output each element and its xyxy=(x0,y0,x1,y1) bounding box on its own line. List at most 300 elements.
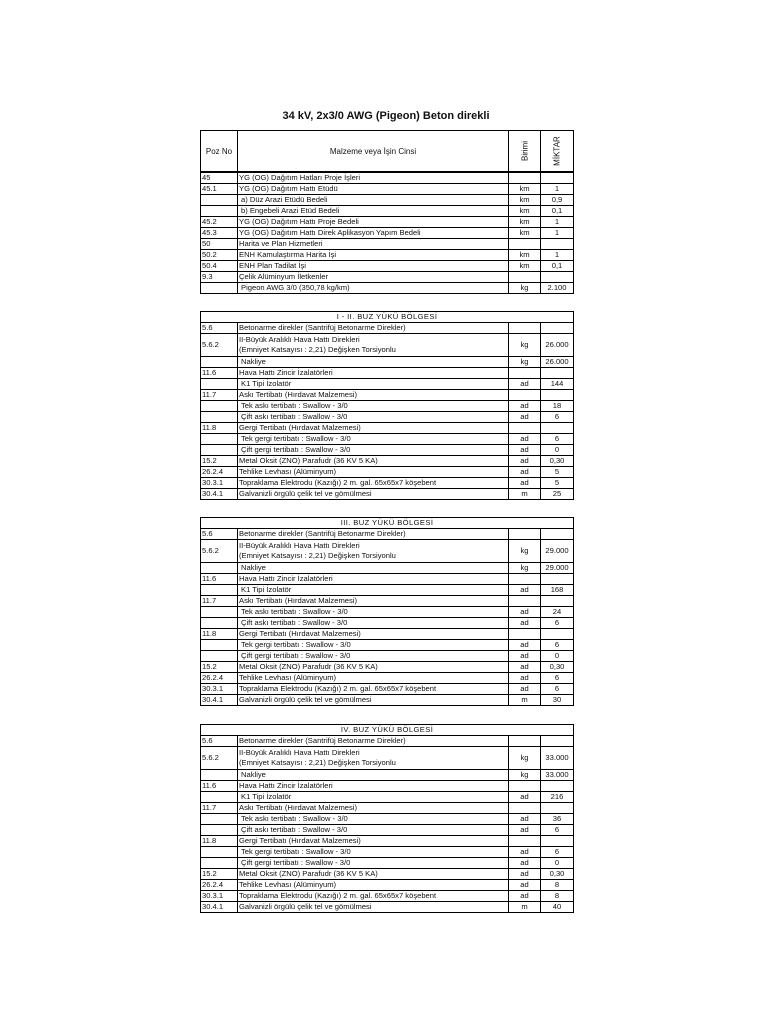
table-row xyxy=(201,195,574,206)
row-description xyxy=(238,529,509,540)
row-poz-no xyxy=(201,195,238,206)
row-poz-no: 15.2 xyxy=(201,456,238,467)
table-row xyxy=(201,423,574,434)
row-quantity xyxy=(541,781,574,792)
row-description-line: Betonarme direkler (Santrifüj Betonarme Direkler) xyxy=(239,323,406,332)
row-description-line: Pigeon AWG 3/0 (350,78 kg/km) xyxy=(241,283,350,292)
row-poz-no: 9.3 xyxy=(201,272,238,283)
row-unit: ad xyxy=(509,673,541,684)
row-quantity: 5 xyxy=(541,467,574,478)
table-row xyxy=(201,206,574,217)
section-title: IV. BUZ YÜKÜ BÖLGESİ xyxy=(201,725,574,736)
row-quantity: 0,30 xyxy=(541,662,574,673)
row-description-line: II-Büyük Aralıklı Hava Hattı Direkleri xyxy=(239,748,360,757)
row-unit xyxy=(509,836,541,847)
row-quantity xyxy=(541,836,574,847)
row-description-line: Tehlike Levhası (Alüminyum) xyxy=(239,880,337,889)
row-description xyxy=(238,792,509,803)
row-description xyxy=(238,814,509,825)
table-row xyxy=(201,529,574,540)
row-poz-no xyxy=(201,792,238,803)
row-description xyxy=(238,673,509,684)
row-description xyxy=(238,323,509,334)
row-description-line: ENH Plan Tadilat İşi xyxy=(239,261,306,270)
row-quantity xyxy=(541,803,574,814)
row-description xyxy=(238,629,509,640)
row-description-line: Tek gergi tertibatı : Swallow - 3/0 xyxy=(241,847,351,856)
row-poz-no xyxy=(201,206,238,217)
row-description-line: K1 Tipi İzolatör xyxy=(241,792,292,801)
row-quantity xyxy=(541,323,574,334)
row-poz-no: 30.3.1 xyxy=(201,891,238,902)
row-description xyxy=(238,563,509,574)
row-description-line: Tek askı tertibatı : Swallow - 3/0 xyxy=(241,814,348,823)
table-row xyxy=(201,640,574,651)
row-description xyxy=(238,261,509,272)
table-row xyxy=(201,368,574,379)
row-unit: ad xyxy=(509,640,541,651)
row-quantity: 26.000 xyxy=(541,357,574,368)
row-quantity: 144 xyxy=(541,379,574,390)
row-quantity xyxy=(541,239,574,250)
row-description-line: Tek askı tertibatı : Swallow - 3/0 xyxy=(241,607,348,616)
row-poz-no xyxy=(201,585,238,596)
row-unit: km xyxy=(509,217,541,228)
row-description xyxy=(238,250,509,261)
row-poz-no xyxy=(201,858,238,869)
row-poz-no: 5.6.2 xyxy=(201,334,238,357)
table-row xyxy=(201,770,574,781)
row-poz-no xyxy=(201,825,238,836)
row-unit: ad xyxy=(509,434,541,445)
row-quantity: 0,9 xyxy=(541,195,574,206)
row-unit: km xyxy=(509,228,541,239)
row-unit: kg xyxy=(509,747,541,770)
row-description-line: YG (OG) Dağıtım Hatları Proje İşleri xyxy=(239,173,361,182)
row-description xyxy=(238,357,509,368)
row-quantity: 5 xyxy=(541,478,574,489)
row-description-line: Topraklama Elektrodu (Kazığı) 2 m. gal. 65x65x7 köşebent xyxy=(239,478,437,487)
row-description xyxy=(238,825,509,836)
row-unit: ad xyxy=(509,412,541,423)
row-quantity: 0,30 xyxy=(541,869,574,880)
row-description-line: Çift askı tertibatı : Swallow - 3/0 xyxy=(241,618,348,627)
row-description-line: Çift askı tertibatı : Swallow - 3/0 xyxy=(241,825,348,834)
row-description xyxy=(238,781,509,792)
row-description-line: Hava Hattı Zincir İzalatörleri xyxy=(239,368,333,377)
section-table-2 xyxy=(200,517,574,706)
row-unit: ad xyxy=(509,456,541,467)
row-description-line: YG (OG) Dağıtım Hattı Proje Bedeli xyxy=(239,217,359,226)
row-unit: ad xyxy=(509,792,541,803)
table-row xyxy=(201,489,574,500)
row-description-line: Askı Tertibatı (Hırdavat Malzemesi) xyxy=(239,803,358,812)
row-unit: ad xyxy=(509,869,541,880)
row-description xyxy=(238,173,509,184)
row-description-line: Tek askı tertibatı : Swallow - 3/0 xyxy=(241,401,348,410)
table-row xyxy=(201,334,574,357)
table-row xyxy=(201,401,574,412)
row-quantity: 0 xyxy=(541,651,574,662)
section-title-row xyxy=(201,725,574,736)
row-description xyxy=(238,684,509,695)
row-description-line: Askı Tertibatı (Hırdavat Malzemesi) xyxy=(239,390,358,399)
row-quantity: 18 xyxy=(541,401,574,412)
row-description-line-2: (Emniyet Katsayısı : 2,21) Değişken Torsiyonlu xyxy=(239,345,396,354)
row-unit: ad xyxy=(509,651,541,662)
row-description-line: Gergi Tertibatı (Hırdavat Malzemesi) xyxy=(239,836,361,845)
row-unit: ad xyxy=(509,618,541,629)
row-description xyxy=(238,368,509,379)
table-row xyxy=(201,662,574,673)
row-unit: ad xyxy=(509,445,541,456)
row-description xyxy=(238,423,509,434)
table-row xyxy=(201,825,574,836)
table-row xyxy=(201,792,574,803)
row-unit: km xyxy=(509,206,541,217)
row-quantity: 25 xyxy=(541,489,574,500)
row-description xyxy=(238,228,509,239)
section-title-row xyxy=(201,312,574,323)
row-quantity: 6 xyxy=(541,412,574,423)
row-poz-no: 11.8 xyxy=(201,629,238,640)
row-quantity: 0,1 xyxy=(541,261,574,272)
row-quantity: 30 xyxy=(541,695,574,706)
table-row xyxy=(201,357,574,368)
row-description-line: Çift gergi tertibatı : Swallow - 3/0 xyxy=(241,858,351,867)
row-poz-no xyxy=(201,563,238,574)
row-poz-no: 30.4.1 xyxy=(201,695,238,706)
row-description xyxy=(238,747,509,770)
row-description-line: Nakliye xyxy=(241,563,266,572)
row-poz-no xyxy=(201,445,238,456)
row-description xyxy=(238,334,509,357)
row-description xyxy=(238,456,509,467)
row-description-line: Hava Hattı Zincir İzalatörleri xyxy=(239,574,333,583)
row-unit: ad xyxy=(509,401,541,412)
table-row xyxy=(201,891,574,902)
row-description-line: Betonarme direkler (Santrifüj Betonarme Direkler) xyxy=(239,736,406,745)
row-quantity: 6 xyxy=(541,618,574,629)
row-description xyxy=(238,489,509,500)
row-poz-no: 11.7 xyxy=(201,390,238,401)
row-description-line: Metal Oksit (ZNO) Parafudr (36 KV 5 KA) xyxy=(239,662,378,671)
row-poz-no xyxy=(201,770,238,781)
row-poz-no: 11.6 xyxy=(201,574,238,585)
row-unit: km xyxy=(509,184,541,195)
row-description xyxy=(238,880,509,891)
row-quantity: 6 xyxy=(541,825,574,836)
row-description-line: Çelik Alüminyum İletkenler xyxy=(239,272,329,281)
row-unit: km xyxy=(509,195,541,206)
row-unit: km xyxy=(509,250,541,261)
row-quantity xyxy=(541,629,574,640)
table-row xyxy=(201,629,574,640)
row-unit: ad xyxy=(509,467,541,478)
row-poz-no: 5.6 xyxy=(201,529,238,540)
row-poz-no: 15.2 xyxy=(201,869,238,880)
row-description xyxy=(238,283,509,294)
row-quantity: 216 xyxy=(541,792,574,803)
row-description-line: Tek gergi tertibatı : Swallow - 3/0 xyxy=(241,434,351,443)
row-unit xyxy=(509,368,541,379)
row-unit: ad xyxy=(509,825,541,836)
row-poz-no xyxy=(201,412,238,423)
table-row xyxy=(201,902,574,913)
row-description-line: Askı Tertibatı (Hırdavat Malzemesi) xyxy=(239,596,358,605)
row-description-line: Galvanizli örgülü çelik tel ve gömülmesi xyxy=(239,695,372,704)
row-poz-no xyxy=(201,434,238,445)
row-description xyxy=(238,434,509,445)
document-title: 34 kV, 2x3/0 AWG (Pigeon) Beton direkli xyxy=(282,110,490,122)
row-poz-no xyxy=(201,847,238,858)
row-description-line-2: (Emniyet Katsayısı : 2,21) Değişken Torsiyonlu xyxy=(239,758,396,767)
row-description xyxy=(238,891,509,902)
table-row xyxy=(201,478,574,489)
row-unit xyxy=(509,736,541,747)
row-quantity xyxy=(541,390,574,401)
row-description xyxy=(238,540,509,563)
row-description xyxy=(238,803,509,814)
row-poz-no: 11.6 xyxy=(201,781,238,792)
row-poz-no: 45 xyxy=(201,173,238,184)
table-row xyxy=(201,684,574,695)
row-description-line: Galvanizli örgülü çelik tel ve gömülmesi xyxy=(239,902,372,911)
table-row xyxy=(201,456,574,467)
row-quantity: 26.000 xyxy=(541,334,574,357)
row-quantity xyxy=(541,574,574,585)
row-poz-no xyxy=(201,379,238,390)
row-quantity xyxy=(541,596,574,607)
table-row xyxy=(201,781,574,792)
table-row xyxy=(201,250,574,261)
row-quantity: 8 xyxy=(541,891,574,902)
table-row xyxy=(201,228,574,239)
row-unit xyxy=(509,239,541,250)
row-description-line: ENH Kamulaştırma Harita İşi xyxy=(239,250,337,259)
header-quantity-cell xyxy=(541,131,574,172)
row-quantity: 1 xyxy=(541,217,574,228)
row-description-line: K1 Tipi İzolatör xyxy=(241,379,292,388)
row-quantity: 6 xyxy=(541,847,574,858)
row-poz-no: 26.2.4 xyxy=(201,673,238,684)
header-material: Malzeme veya İşin Cinsi xyxy=(238,131,509,172)
row-description-line: Tek gergi tertibatı : Swallow - 3/0 xyxy=(241,640,351,649)
row-description xyxy=(238,618,509,629)
row-unit: ad xyxy=(509,891,541,902)
row-unit: kg xyxy=(509,770,541,781)
row-quantity: 24 xyxy=(541,607,574,618)
row-description-line: a) Düz Arazi Etüdü Bedeli xyxy=(241,195,328,204)
row-description-line: Topraklama Elektrodu (Kazığı) 2 m. gal. 65x65x7 köşebent xyxy=(239,684,437,693)
row-poz-no: 30.3.1 xyxy=(201,684,238,695)
table-row xyxy=(201,596,574,607)
row-description xyxy=(238,445,509,456)
row-description-line: Gergi Tertibatı (Hırdavat Malzemesi) xyxy=(239,423,361,432)
row-quantity: 6 xyxy=(541,640,574,651)
row-quantity: 2.100 xyxy=(541,283,574,294)
row-unit xyxy=(509,629,541,640)
row-description xyxy=(238,184,509,195)
row-quantity: 168 xyxy=(541,585,574,596)
row-unit xyxy=(509,529,541,540)
row-description-line: Hava Hattı Zincir İzalatörleri xyxy=(239,781,333,790)
row-description xyxy=(238,478,509,489)
row-description-line: Betonarme direkler (Santrifüj Betonarme Direkler) xyxy=(239,529,406,538)
row-description xyxy=(238,858,509,869)
row-quantity: 8 xyxy=(541,880,574,891)
row-quantity: 1 xyxy=(541,250,574,261)
section-table-3 xyxy=(200,724,574,913)
row-quantity xyxy=(541,736,574,747)
row-description-line: YG (OG) Dağıtım Hattı Etüdü xyxy=(239,184,338,193)
row-description-line: b) Engebeli Arazi Etüd Bedeli xyxy=(241,206,340,215)
row-unit: ad xyxy=(509,814,541,825)
table-row xyxy=(201,836,574,847)
row-quantity: 0 xyxy=(541,858,574,869)
table-row xyxy=(201,880,574,891)
section-title-row xyxy=(201,518,574,529)
row-unit: kg xyxy=(509,540,541,563)
row-description xyxy=(238,596,509,607)
row-poz-no: 45.3 xyxy=(201,228,238,239)
row-unit: kg xyxy=(509,563,541,574)
row-unit: ad xyxy=(509,662,541,673)
table-row xyxy=(201,323,574,334)
row-poz-no: 45.2 xyxy=(201,217,238,228)
table-row xyxy=(201,563,574,574)
row-description xyxy=(238,206,509,217)
row-description-line: Metal Oksit (ZNO) Parafudr (36 KV 5 KA) xyxy=(239,456,378,465)
table-row xyxy=(201,173,574,184)
row-quantity: 6 xyxy=(541,673,574,684)
row-description xyxy=(238,736,509,747)
table-row xyxy=(201,184,574,195)
row-description-line: K1 Tipi İzolatör xyxy=(241,585,292,594)
row-description xyxy=(238,195,509,206)
table-row xyxy=(201,618,574,629)
table-row xyxy=(201,814,574,825)
row-poz-no: 50.4 xyxy=(201,261,238,272)
row-quantity: 1 xyxy=(541,184,574,195)
row-unit: ad xyxy=(509,684,541,695)
row-poz-no xyxy=(201,814,238,825)
row-poz-no: 15.2 xyxy=(201,662,238,673)
row-poz-no: 5.6.2 xyxy=(201,540,238,563)
row-description-line: Gergi Tertibatı (Hırdavat Malzemesi) xyxy=(239,629,361,638)
row-poz-no: 30.4.1 xyxy=(201,489,238,500)
table-row xyxy=(201,858,574,869)
row-poz-no: 5.6 xyxy=(201,323,238,334)
table-row xyxy=(201,651,574,662)
row-unit: kg xyxy=(509,357,541,368)
table-header xyxy=(200,130,574,172)
row-description xyxy=(238,640,509,651)
row-quantity: 36 xyxy=(541,814,574,825)
row-poz-no: 30.4.1 xyxy=(201,902,238,913)
row-unit xyxy=(509,272,541,283)
table-row xyxy=(201,272,574,283)
table-row xyxy=(201,673,574,684)
row-description-line: Tehlike Levhası (Alüminyum) xyxy=(239,467,337,476)
row-quantity: 0,30 xyxy=(541,456,574,467)
table-row xyxy=(201,695,574,706)
table-row xyxy=(201,379,574,390)
row-description xyxy=(238,390,509,401)
row-quantity: 33.000 xyxy=(541,770,574,781)
row-poz-no: 26.2.4 xyxy=(201,880,238,891)
row-description xyxy=(238,585,509,596)
section-title: III. BUZ YÜKÜ BÖLGESİ xyxy=(201,518,574,529)
table-row xyxy=(201,412,574,423)
row-quantity: 0 xyxy=(541,445,574,456)
row-unit: m xyxy=(509,695,541,706)
row-quantity: 6 xyxy=(541,684,574,695)
header-poz-no: Poz No xyxy=(201,131,238,172)
table-row xyxy=(201,239,574,250)
row-poz-no xyxy=(201,283,238,294)
row-description xyxy=(238,770,509,781)
row-description-line: Tehlike Levhası (Alüminyum) xyxy=(239,673,337,682)
row-unit xyxy=(509,323,541,334)
table-row xyxy=(201,869,574,880)
row-poz-no: 11.7 xyxy=(201,803,238,814)
row-description xyxy=(238,662,509,673)
section-title: I - II. BUZ YÜKÜ BÖLGESİ xyxy=(201,312,574,323)
row-description-line: YG (OG) Dağıtım Hattı Direk Aplikasyon Yapım Bedeli xyxy=(239,228,421,237)
row-description xyxy=(238,467,509,478)
table-row xyxy=(201,847,574,858)
row-description xyxy=(238,651,509,662)
row-poz-no: 30.3.1 xyxy=(201,478,238,489)
row-unit: kg xyxy=(509,283,541,294)
row-quantity xyxy=(541,423,574,434)
header-unit-cell xyxy=(509,131,541,172)
row-description xyxy=(238,217,509,228)
row-poz-no: 11.8 xyxy=(201,423,238,434)
row-poz-no xyxy=(201,401,238,412)
row-quantity: 33.000 xyxy=(541,747,574,770)
row-description xyxy=(238,902,509,913)
section-table-1 xyxy=(200,311,574,500)
row-quantity: 29.000 xyxy=(541,563,574,574)
row-quantity xyxy=(541,173,574,184)
row-description-line: Nakliye xyxy=(241,770,266,779)
row-poz-no: 11.8 xyxy=(201,836,238,847)
header-unit: Birimi xyxy=(520,141,529,161)
row-description-line: II-Büyük Aralıklı Hava Hattı Direkleri xyxy=(239,335,360,344)
row-description-line: Çift askı tertibatı : Swallow - 3/0 xyxy=(241,412,348,421)
row-unit: ad xyxy=(509,847,541,858)
row-description xyxy=(238,239,509,250)
row-description xyxy=(238,607,509,618)
row-quantity: 0,1 xyxy=(541,206,574,217)
row-quantity: 40 xyxy=(541,902,574,913)
row-unit: m xyxy=(509,489,541,500)
row-quantity xyxy=(541,529,574,540)
row-quantity: 1 xyxy=(541,228,574,239)
row-description-line-2: (Emniyet Katsayısı : 2,21) Değişken Torsiyonlu xyxy=(239,551,396,560)
row-unit: ad xyxy=(509,585,541,596)
row-poz-no: 11.7 xyxy=(201,596,238,607)
row-description xyxy=(238,412,509,423)
row-poz-no xyxy=(201,618,238,629)
row-description xyxy=(238,272,509,283)
row-poz-no: 5.6 xyxy=(201,736,238,747)
row-poz-no: 50.2 xyxy=(201,250,238,261)
row-unit: kg xyxy=(509,334,541,357)
table-row xyxy=(201,445,574,456)
